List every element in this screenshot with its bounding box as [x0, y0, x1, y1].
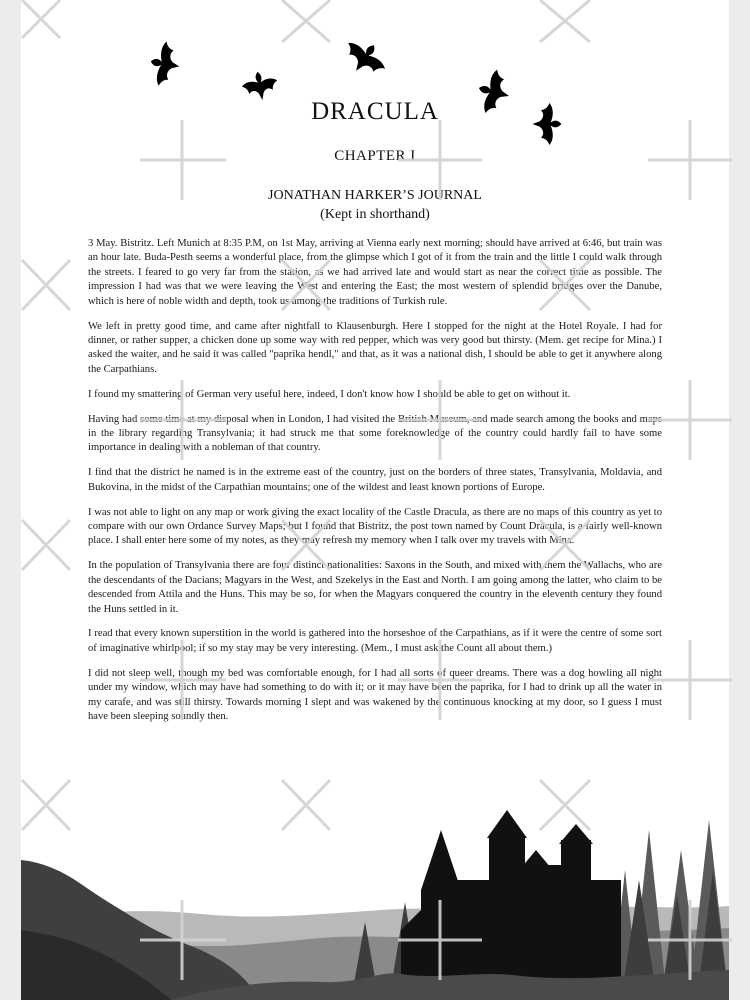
journal-subtitle: (Kept in shorthand) — [320, 207, 430, 222]
paragraph: Having had some time at my disposal when in London, I had visited the British Museum, and made search among the books and maps in the library regarding Transylvania; it had struck me that some foreknowledge of the country could hardly fail to have some importance in dealing with a nobleman of that country. — [88, 413, 662, 454]
journal-body — [88, 237, 662, 735]
journal-title: JONATHAN HARKER’S JOURNAL — [268, 188, 482, 203]
paragraph: I found my smattering of German very useful here, indeed, I don't know how I should be able to get on without it. — [88, 388, 571, 400]
castle-icon — [401, 810, 621, 1000]
bats-illustration — [21, 0, 729, 160]
document-title: DRACULA — [311, 98, 439, 125]
bat-icon — [147, 39, 183, 88]
paragraph: I did not sleep well, though my bed was comfortable enough, for I had all sorts of queer dreams. There was a dog howling all night under my window, which may have had something to do with it; or it may have been the paprika, for I had to drink up all the water in my carafe, and was still thirsty. Towards morning I slept and was wakened by the continuous knocking at my door, so I guess I must have been sleeping soundly then. — [88, 667, 662, 722]
poster — [21, 0, 729, 1000]
journal-heading — [21, 186, 729, 224]
bat-icon — [338, 32, 393, 83]
landscape-illustration — [21, 810, 729, 1000]
paragraph: I read that every known superstition in the world is gathered into the horseshoe of the Carpathians, as if it were the centre of some sort of imaginative whirlpool; if so my stay may be very interesting. (Mem., I must ask the Count all about them.) — [88, 628, 662, 654]
paragraph: In the population of Transylvania there are four distinct nationalities: Saxons in the South, and mixed with them the Wallachs, who are the descendants of the Dacians; Magyars in the West, and Szekelys in the East and North. I am going among the latter, who claim to be descended from Attila and the Huns. This may be so, for when the Magyars conquered the country in the eleventh century they found the Huns settled in it. — [88, 560, 662, 615]
paragraph: We left in pretty good time, and came after nightfall to Klausenburgh. Here I stopped for the night at the Hotel Royale. I had for dinner, or rather supper, a chicken done up some way with red pepper, which was very good but thirsty. (Mem. get recipe for Mina.) I asked the waiter, and he said it was called "paprika hendl," and that, as it was a national dish, I should be able to get it anywhere along the Carpathians. — [88, 320, 662, 375]
paragraph: 3 May. Bistritz. Left Munich at 8:35 P.M, on 1st May, arriving at Vienna early next morning; should have arrived at 6:46, but train was an hour late. Buda-Pesth seems a wonderful place, from the glimpse which I got of it from the train and the little I could walk through the streets. I feared to go very far from the station, as we had arrived late and would start as near the correct time as possible. The impression I had was that we were leaving the West and entering the East; the most western of splendid bridges over the Danube, which is here of noble width and depth, took us among the traditions of Turkish rule. — [88, 238, 662, 307]
chapter-heading: CHAPTER I — [334, 148, 416, 164]
paragraph: I was not able to light on any map or work giving the exact locality of the Castle Dracula, as there are no maps of this country as yet to compare with our own Ordance Survey Maps; but I found that Bistritz, the post town named by Count Dracula, is a fairly well-known place. I shall enter here some of my notes, as they may refresh my memory when I talk over my travels with Mina. — [88, 506, 662, 547]
paragraph: I find that the district he named is in the extreme east of the country, just on the borders of three states, Transylvania, Moldavia, and Bukovina, in the midst of the Carpathian mountains; one of the wildest and least known portions of Europe. — [88, 467, 662, 493]
